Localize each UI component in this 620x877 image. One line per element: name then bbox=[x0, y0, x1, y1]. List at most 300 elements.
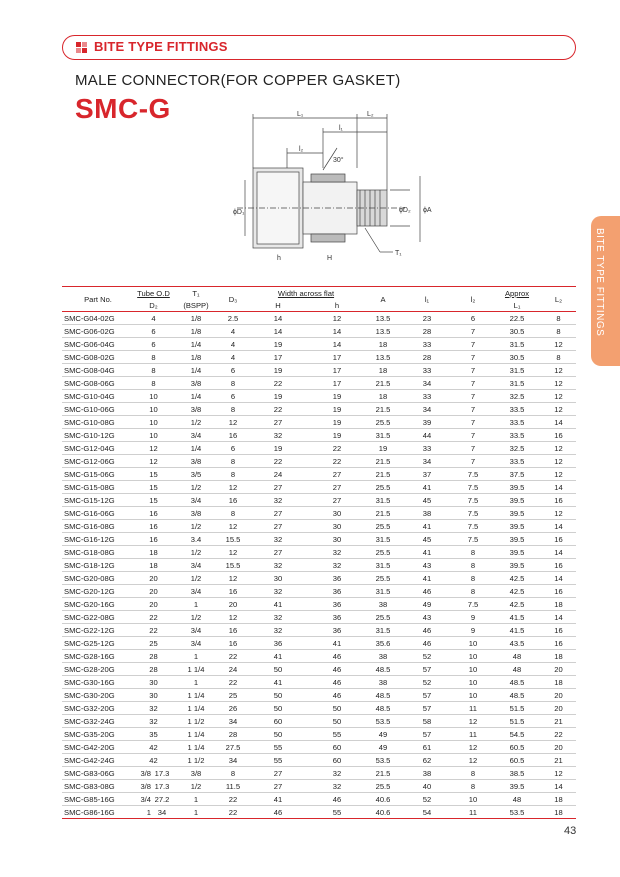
table-cell: 10 bbox=[453, 650, 493, 663]
table-row bbox=[62, 780, 576, 793]
table-cell: 12 bbox=[541, 390, 576, 403]
table-cell: 32 bbox=[247, 624, 309, 637]
table-cell: 32 bbox=[247, 429, 309, 442]
table-cell: 28 bbox=[401, 325, 453, 338]
table-cell: 55 bbox=[247, 754, 309, 767]
table-cell: 42.5 bbox=[493, 598, 541, 611]
table-cell: 21.5 bbox=[365, 403, 401, 416]
table-cell: 10 bbox=[134, 403, 173, 416]
table-cell: 18 bbox=[541, 676, 576, 689]
table-cell: 45 bbox=[401, 533, 453, 546]
table-cell: 46 bbox=[309, 793, 365, 806]
table-cell: 22.5 bbox=[493, 312, 541, 325]
section-icon bbox=[76, 42, 87, 53]
side-tab-label: BITE TYPE FITTINGS bbox=[594, 228, 605, 337]
table-cell: 14 bbox=[541, 780, 576, 793]
table-cell: 33 bbox=[401, 390, 453, 403]
table-cell: 46 bbox=[401, 585, 453, 598]
table-cell: 7 bbox=[453, 403, 493, 416]
header-width: Width across flat bbox=[277, 288, 335, 298]
table-cell: 42.5 bbox=[493, 585, 541, 598]
table-cell: 60.5 bbox=[493, 754, 541, 767]
table-row bbox=[62, 663, 576, 676]
table-cell: 3/4 bbox=[173, 624, 219, 637]
table-cell: 27 bbox=[247, 481, 309, 494]
table-cell: 15.5 bbox=[219, 533, 247, 546]
table-cell: 20 bbox=[541, 663, 576, 676]
table-cell: 25.5 bbox=[365, 780, 401, 793]
header-bspp: (BSPP) bbox=[183, 300, 209, 310]
table-cell: 7.5 bbox=[453, 468, 493, 481]
table-cell: 31.5 bbox=[493, 377, 541, 390]
part-number-cell: SMC-G16-08G bbox=[62, 520, 134, 533]
table-cell: 46 bbox=[309, 663, 365, 676]
table-cell: 1 1/2 bbox=[173, 715, 219, 728]
table-cell: 40 bbox=[401, 780, 453, 793]
table-cell: 8 bbox=[219, 507, 247, 520]
table-cell: 40.6 bbox=[365, 806, 401, 819]
table-cell: 19 bbox=[247, 390, 309, 403]
table-cell: 61 bbox=[401, 741, 453, 754]
table-cell: 57 bbox=[401, 689, 453, 702]
table-cell: 7.5 bbox=[453, 598, 493, 611]
table-cell: 3/8 bbox=[134, 767, 151, 780]
table-cell: 27 bbox=[247, 507, 309, 520]
table-cell: 16 bbox=[219, 624, 247, 637]
table-cell: 41 bbox=[401, 546, 453, 559]
table-cell: 19 bbox=[309, 403, 365, 416]
table-cell: 16 bbox=[541, 494, 576, 507]
table-cell: 3/8 bbox=[134, 780, 151, 793]
table-cell: 11 bbox=[453, 728, 493, 741]
table-row bbox=[62, 364, 576, 377]
header-L1: L₁ bbox=[513, 300, 521, 310]
table-cell: 11.5 bbox=[219, 780, 247, 793]
table-row bbox=[62, 702, 576, 715]
table-row bbox=[62, 806, 576, 819]
table-cell: 12 bbox=[541, 364, 576, 377]
label-l1: l₁ bbox=[339, 125, 343, 132]
table-row bbox=[62, 715, 576, 728]
table-cell: 14 bbox=[309, 325, 365, 338]
table-cell: 8 bbox=[134, 364, 173, 377]
table-cell: 17.3 bbox=[151, 767, 173, 780]
table-cell: 31.5 bbox=[365, 559, 401, 572]
table-cell: 22 bbox=[309, 442, 365, 455]
table-cell: 25.5 bbox=[365, 611, 401, 624]
table-cell: 25.5 bbox=[365, 520, 401, 533]
table-cell: 34 bbox=[401, 377, 453, 390]
table-row bbox=[62, 650, 576, 663]
table-cell: 22 bbox=[219, 676, 247, 689]
table-cell: 18 bbox=[541, 598, 576, 611]
table-cell: 1/4 bbox=[173, 364, 219, 377]
table-cell: 3/8 bbox=[173, 455, 219, 468]
table-cell: 46 bbox=[309, 689, 365, 702]
table-row bbox=[62, 585, 576, 598]
table-cell: 8 bbox=[219, 403, 247, 416]
table-cell: 14 bbox=[541, 572, 576, 585]
table-cell: 8 bbox=[453, 767, 493, 780]
table-cell: 33 bbox=[401, 338, 453, 351]
table-cell: 31.5 bbox=[365, 429, 401, 442]
table-cell: 20 bbox=[541, 702, 576, 715]
table-cell: 6 bbox=[453, 312, 493, 325]
table-cell: 39.5 bbox=[493, 507, 541, 520]
table-cell: 36 bbox=[247, 637, 309, 650]
table-cell: 6 bbox=[219, 442, 247, 455]
header-a: A bbox=[380, 294, 386, 304]
table-cell: 16 bbox=[541, 429, 576, 442]
part-number-cell: SMC-G28-20G bbox=[62, 663, 134, 676]
table-cell: 1/8 bbox=[173, 351, 219, 364]
table-cell: 20 bbox=[134, 585, 173, 598]
table-cell: 1 1/2 bbox=[173, 754, 219, 767]
table-cell: 1/4 bbox=[173, 442, 219, 455]
table-cell: 60 bbox=[247, 715, 309, 728]
table-cell: 50 bbox=[247, 702, 309, 715]
table-cell: 39.5 bbox=[493, 481, 541, 494]
table-cell: 3.4 bbox=[173, 533, 219, 546]
table-cell: 60.5 bbox=[493, 741, 541, 754]
table-cell: 7 bbox=[453, 442, 493, 455]
table-row bbox=[62, 351, 576, 364]
table-cell: 10 bbox=[453, 689, 493, 702]
table-row bbox=[62, 754, 576, 767]
table-cell: 7 bbox=[453, 338, 493, 351]
product-subtitle: MALE CONNECTOR(FOR COPPER GASKET) bbox=[75, 72, 401, 89]
table-cell: 10 bbox=[453, 637, 493, 650]
part-number-cell: SMC-G32-20G bbox=[62, 702, 134, 715]
table-cell: 1 1/4 bbox=[173, 663, 219, 676]
header-approx: Approx bbox=[504, 288, 530, 298]
label-h: h bbox=[277, 255, 281, 262]
table-cell: 51.5 bbox=[493, 715, 541, 728]
table-cell: 25 bbox=[219, 689, 247, 702]
table-cell: 16 bbox=[541, 533, 576, 546]
part-number-cell: SMC-G86-16G bbox=[62, 806, 134, 819]
table-cell: 1/2 bbox=[173, 520, 219, 533]
table-cell: 30 bbox=[134, 689, 173, 702]
table-cell: 46 bbox=[247, 806, 309, 819]
table-cell: 3/8 bbox=[173, 507, 219, 520]
table-cell: 22 bbox=[134, 624, 173, 637]
table-cell: 18 bbox=[541, 793, 576, 806]
part-number-cell: SMC-G22-08G bbox=[62, 611, 134, 624]
table-cell: 19 bbox=[365, 442, 401, 455]
part-number-cell: SMC-G83-08G bbox=[62, 780, 134, 793]
page-number: 43 bbox=[564, 825, 577, 837]
table-cell: 12 bbox=[219, 481, 247, 494]
table-cell: 48.5 bbox=[365, 663, 401, 676]
table-row bbox=[62, 793, 576, 806]
table-cell: 60 bbox=[309, 741, 365, 754]
table-cell: 25.5 bbox=[365, 572, 401, 585]
header-l2: l₂ bbox=[470, 294, 476, 304]
table-cell: 7.5 bbox=[453, 520, 493, 533]
table-row bbox=[62, 572, 576, 585]
table-cell: 27 bbox=[309, 481, 365, 494]
table-cell: 3/8 bbox=[173, 403, 219, 416]
table-cell: 25.5 bbox=[365, 546, 401, 559]
table-cell: 52 bbox=[401, 676, 453, 689]
table-cell: 1/4 bbox=[173, 338, 219, 351]
table-cell: 30 bbox=[134, 676, 173, 689]
fitting-diagram bbox=[215, 110, 445, 270]
table-cell: 14 bbox=[541, 611, 576, 624]
table-cell: 7 bbox=[453, 429, 493, 442]
table-cell: 1/2 bbox=[173, 416, 219, 429]
table-row bbox=[62, 312, 576, 325]
part-number-cell: SMC-G15-12G bbox=[62, 494, 134, 507]
table-cell: 57 bbox=[401, 728, 453, 741]
table-cell: 16 bbox=[134, 507, 173, 520]
part-number-cell: SMC-G42-24G bbox=[62, 754, 134, 767]
table-cell: 17.3 bbox=[151, 780, 173, 793]
part-number-cell: SMC-G15-06G bbox=[62, 468, 134, 481]
part-number-cell: SMC-G06-02G bbox=[62, 325, 134, 338]
side-tab bbox=[591, 216, 620, 366]
part-number-cell: SMC-G32-24G bbox=[62, 715, 134, 728]
table-cell: 52 bbox=[401, 650, 453, 663]
table-cell: 12 bbox=[453, 741, 493, 754]
table-cell: 18 bbox=[365, 338, 401, 351]
table-cell: 14 bbox=[541, 416, 576, 429]
part-number-cell: SMC-G15-08G bbox=[62, 481, 134, 494]
label-H: H bbox=[327, 255, 333, 262]
table-row bbox=[62, 377, 576, 390]
table-cell: 53.5 bbox=[493, 806, 541, 819]
table-cell: 55 bbox=[309, 806, 365, 819]
table-cell: 38 bbox=[365, 676, 401, 689]
table-cell: 57 bbox=[401, 702, 453, 715]
table-cell: 4 bbox=[219, 351, 247, 364]
table-cell: 39.5 bbox=[493, 780, 541, 793]
part-number-cell: SMC-G10-12G bbox=[62, 429, 134, 442]
table-cell: 13.5 bbox=[365, 351, 401, 364]
table-cell: 11 bbox=[453, 702, 493, 715]
table-cell: 38 bbox=[401, 767, 453, 780]
table-cell: 33.5 bbox=[493, 429, 541, 442]
table-cell: 32 bbox=[247, 611, 309, 624]
table-cell: 3/4 bbox=[134, 793, 151, 806]
table-cell: 30.5 bbox=[493, 351, 541, 364]
table-cell: 22 bbox=[541, 728, 576, 741]
table-cell: 44 bbox=[401, 429, 453, 442]
table-cell: 20 bbox=[541, 689, 576, 702]
table-cell: 8 bbox=[453, 780, 493, 793]
part-number-cell: SMC-G35-20G bbox=[62, 728, 134, 741]
table-cell: 19 bbox=[247, 442, 309, 455]
table-cell: 21.5 bbox=[365, 455, 401, 468]
table-cell: 58 bbox=[401, 715, 453, 728]
table-cell: 39.5 bbox=[493, 533, 541, 546]
table-cell: 38 bbox=[365, 598, 401, 611]
section-header bbox=[62, 35, 576, 60]
table-cell: 24 bbox=[247, 468, 309, 481]
table-cell: 6 bbox=[219, 390, 247, 403]
section-title: BITE TYPE FITTINGS bbox=[94, 39, 228, 54]
table-cell: 8 bbox=[453, 546, 493, 559]
table-cell: 1/2 bbox=[173, 481, 219, 494]
table-cell: 12 bbox=[219, 546, 247, 559]
table-cell: 19 bbox=[247, 338, 309, 351]
table-cell: 12 bbox=[219, 611, 247, 624]
table-cell: 7.5 bbox=[453, 507, 493, 520]
table-cell: 9 bbox=[453, 624, 493, 637]
table-cell: 18 bbox=[134, 559, 173, 572]
table-cell: 41 bbox=[247, 598, 309, 611]
table-cell: 25 bbox=[134, 637, 173, 650]
table-cell: 43 bbox=[401, 611, 453, 624]
table-cell: 6 bbox=[219, 364, 247, 377]
table-cell: 39 bbox=[401, 416, 453, 429]
table-cell: 16 bbox=[541, 559, 576, 572]
table-cell: 50 bbox=[309, 715, 365, 728]
table-cell: 32.5 bbox=[493, 390, 541, 403]
table-cell: 1/2 bbox=[173, 780, 219, 793]
table-cell: 57 bbox=[401, 663, 453, 676]
label-angle: 30° bbox=[333, 157, 344, 164]
table-cell: 26 bbox=[219, 702, 247, 715]
table-cell: 32 bbox=[247, 494, 309, 507]
table-cell: 22 bbox=[219, 806, 247, 819]
label-L1: L₁ bbox=[297, 111, 304, 118]
table-cell: 3/4 bbox=[173, 429, 219, 442]
table-cell: 41 bbox=[247, 676, 309, 689]
table-cell: 16 bbox=[541, 624, 576, 637]
part-number-cell: SMC-G25-12G bbox=[62, 637, 134, 650]
table-cell: 42.5 bbox=[493, 572, 541, 585]
table-cell: 27.2 bbox=[151, 793, 173, 806]
table-cell: 12 bbox=[134, 455, 173, 468]
part-number-cell: SMC-G20-16G bbox=[62, 598, 134, 611]
part-number-cell: SMC-G22-12G bbox=[62, 624, 134, 637]
table-cell: 12 bbox=[541, 455, 576, 468]
part-number-cell: SMC-G10-08G bbox=[62, 416, 134, 429]
table-cell: 17 bbox=[309, 377, 365, 390]
table-cell: 25.5 bbox=[365, 481, 401, 494]
table-row bbox=[62, 689, 576, 702]
table-row bbox=[62, 520, 576, 533]
table-cell: 3/5 bbox=[173, 468, 219, 481]
table-cell: 48 bbox=[493, 663, 541, 676]
table-cell: 7 bbox=[453, 325, 493, 338]
table-cell: 30 bbox=[247, 572, 309, 585]
table-cell: 16 bbox=[134, 533, 173, 546]
table-cell: 32 bbox=[247, 559, 309, 572]
table-row bbox=[62, 767, 576, 780]
table-cell: 32.5 bbox=[493, 442, 541, 455]
table-cell: 52 bbox=[401, 793, 453, 806]
table-cell: 31.5 bbox=[493, 364, 541, 377]
table-cell: 32 bbox=[309, 780, 365, 793]
table-cell: 33.5 bbox=[493, 416, 541, 429]
table-cell: 31.5 bbox=[365, 624, 401, 637]
table-row bbox=[62, 546, 576, 559]
table-row bbox=[62, 676, 576, 689]
table-row bbox=[62, 741, 576, 754]
table-cell: 12 bbox=[541, 377, 576, 390]
table-cell: 46 bbox=[401, 637, 453, 650]
label-T1: T₁ bbox=[395, 250, 402, 257]
table-cell: 8 bbox=[219, 377, 247, 390]
table-cell: 28 bbox=[134, 663, 173, 676]
table-cell: 54 bbox=[401, 806, 453, 819]
part-number-cell: SMC-G08-06G bbox=[62, 377, 134, 390]
table-cell: 31.5 bbox=[493, 338, 541, 351]
table-cell: 11 bbox=[453, 806, 493, 819]
table-cell: 6 bbox=[134, 338, 173, 351]
table-cell: 15.5 bbox=[219, 559, 247, 572]
table-cell: 46 bbox=[309, 650, 365, 663]
table-cell: 19 bbox=[309, 390, 365, 403]
table-cell: 18 bbox=[541, 806, 576, 819]
table-cell: 10 bbox=[134, 390, 173, 403]
table-cell: 1 bbox=[134, 806, 151, 819]
table-cell: 22 bbox=[247, 403, 309, 416]
table-cell: 7.5 bbox=[453, 494, 493, 507]
part-number-cell: SMC-G42-20G bbox=[62, 741, 134, 754]
header-t1: T₁ bbox=[192, 288, 200, 298]
table-cell: 8 bbox=[453, 585, 493, 598]
table-cell: 22 bbox=[247, 455, 309, 468]
table-cell: 7.5 bbox=[453, 481, 493, 494]
table-cell: 3/4 bbox=[173, 637, 219, 650]
table-cell: 1/2 bbox=[173, 611, 219, 624]
table-cell: 12 bbox=[134, 442, 173, 455]
table-cell: 8 bbox=[219, 767, 247, 780]
table-cell: 32 bbox=[134, 702, 173, 715]
table-cell: 53.5 bbox=[365, 754, 401, 767]
table-cell: 27 bbox=[247, 767, 309, 780]
table-cell: 16 bbox=[219, 637, 247, 650]
table-cell: 41 bbox=[401, 520, 453, 533]
table-cell: 15 bbox=[134, 494, 173, 507]
table-cell: 12 bbox=[219, 416, 247, 429]
table-cell: 7 bbox=[453, 377, 493, 390]
table-cell: 43.5 bbox=[493, 637, 541, 650]
table-row bbox=[62, 338, 576, 351]
table-cell: 12 bbox=[541, 507, 576, 520]
table-cell: 10 bbox=[134, 416, 173, 429]
part-number-cell: SMC-G16-12G bbox=[62, 533, 134, 546]
table-cell: 55 bbox=[309, 728, 365, 741]
table-cell: 10 bbox=[134, 429, 173, 442]
table-cell: 34 bbox=[151, 806, 173, 819]
table-cell: 8 bbox=[453, 572, 493, 585]
table-cell: 1 bbox=[173, 806, 219, 819]
table-cell: 38.5 bbox=[493, 767, 541, 780]
table-cell: 39.5 bbox=[493, 546, 541, 559]
label-A: ϕA bbox=[423, 207, 432, 214]
table-cell: 28 bbox=[401, 351, 453, 364]
table-cell: 35.6 bbox=[365, 637, 401, 650]
table-cell: 41.5 bbox=[493, 624, 541, 637]
table-cell: 49 bbox=[365, 728, 401, 741]
table-cell: 27 bbox=[247, 416, 309, 429]
part-number-cell: SMC-G10-04G bbox=[62, 390, 134, 403]
table-row bbox=[62, 533, 576, 546]
table-cell: 41.5 bbox=[493, 611, 541, 624]
table-cell: 10 bbox=[453, 676, 493, 689]
table-cell: 33 bbox=[401, 442, 453, 455]
table-cell: 3/4 bbox=[173, 494, 219, 507]
table-cell: 1/8 bbox=[173, 325, 219, 338]
table-cell: 20 bbox=[541, 741, 576, 754]
table-row bbox=[62, 598, 576, 611]
table-cell: 48.5 bbox=[365, 689, 401, 702]
